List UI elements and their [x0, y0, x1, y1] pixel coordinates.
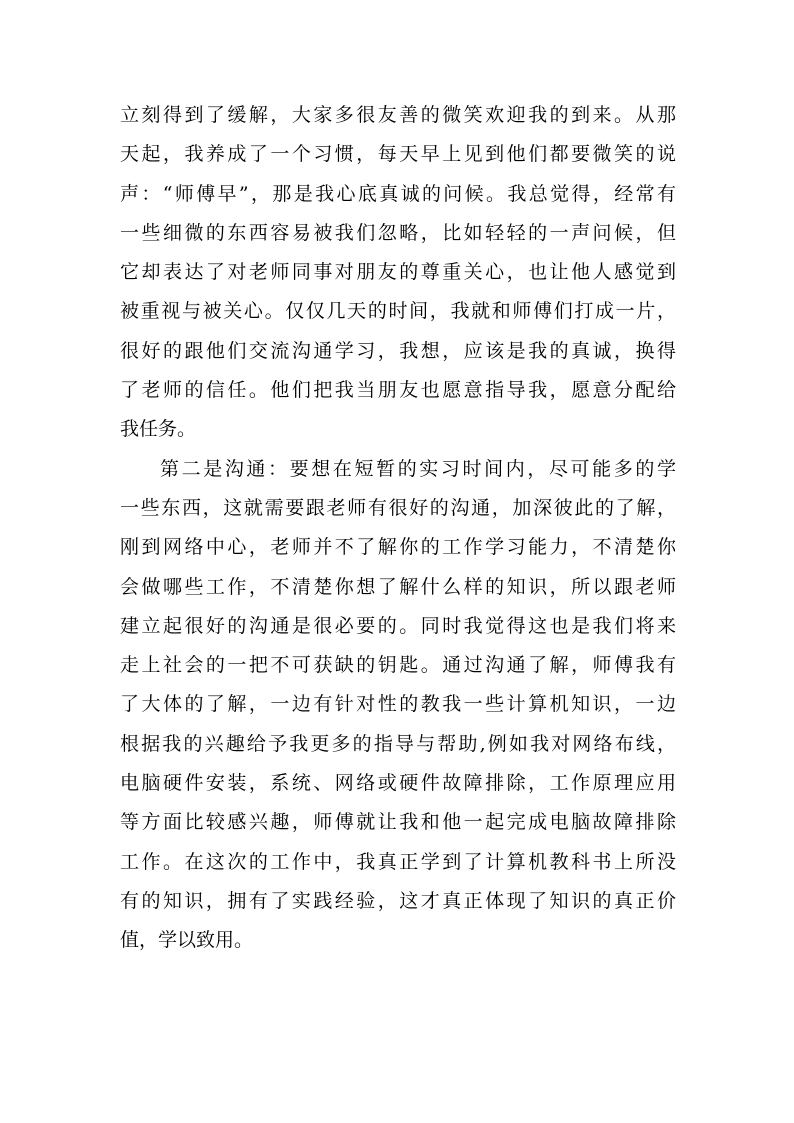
- paragraph-1: [120, 96, 676, 450]
- text-line: 天起，我养成了一个习惯，每天早上见到他们都要微笑的说: [120, 143, 676, 166]
- text-line: 了大体的了解，一边有针对性的教我一些计算机知识，一边: [120, 693, 676, 716]
- text-line: 有的知识，拥有了实践经验，这才真正体现了知识的真正价: [120, 889, 676, 912]
- text-line: 声：“师傅早”，那是我心底真诚的问候。我总觉得，经常有: [120, 182, 676, 205]
- text-line: 等方面比较感兴趣，师傅就让我和他一起完成电脑故障排除: [120, 811, 676, 834]
- text-line: 第二是沟通：要想在短暂的实习时间内，尽可能多的学: [160, 457, 676, 480]
- text-line: 会做哪些工作，不清楚你想了解什么样的知识，所以跟老师: [120, 575, 676, 598]
- text-line: 刚到网络中心，老师并不了解你的工作学习能力，不清楚你: [120, 536, 676, 559]
- text-line: 我任务。: [120, 418, 197, 441]
- text-line: 根据我的兴趣给予我更多的指导与帮助,例如我对网络布线，: [120, 732, 676, 755]
- text-line: 很好的跟他们交流沟通学习，我想，应该是我的真诚，换得: [120, 339, 676, 362]
- text-line: 一些东西，这就需要跟老师有很好的沟通，加深彼此的了解，: [120, 496, 676, 519]
- text-line: 了老师的信任。他们把我当朋友也愿意指导我，愿意分配给: [120, 379, 676, 402]
- text-line: 它却表达了对老师同事对朋友的尊重关心，也让他人感觉到: [120, 261, 676, 284]
- text-line: 一些细微的东西容易被我们忽略，比如轻轻的一声问候，但: [120, 221, 676, 244]
- paragraph-2: [120, 450, 676, 961]
- text-line: 立刻得到了缓解，大家多很友善的微笑欢迎我的到来。从那: [120, 104, 676, 126]
- text-line: 走上社会的一把不可获缺的钥匙。通过沟通了解，师傅我有: [120, 654, 676, 677]
- text-line: 工作。在这次的工作中，我真正学到了计算机教科书上所没: [120, 850, 676, 873]
- text-line: 被重视与被关心。仅仅几天的时间，我就和师傅们打成一片，: [120, 300, 676, 323]
- text-line: 建立起很好的沟通是很必要的。同时我觉得这也是我们将来: [120, 614, 676, 637]
- document-page: [120, 96, 676, 961]
- text-line: 电脑硬件安装，系统、网络或硬件故障排除，工作原理应用: [120, 772, 676, 795]
- text-line: 值，学以致用。: [120, 929, 254, 952]
